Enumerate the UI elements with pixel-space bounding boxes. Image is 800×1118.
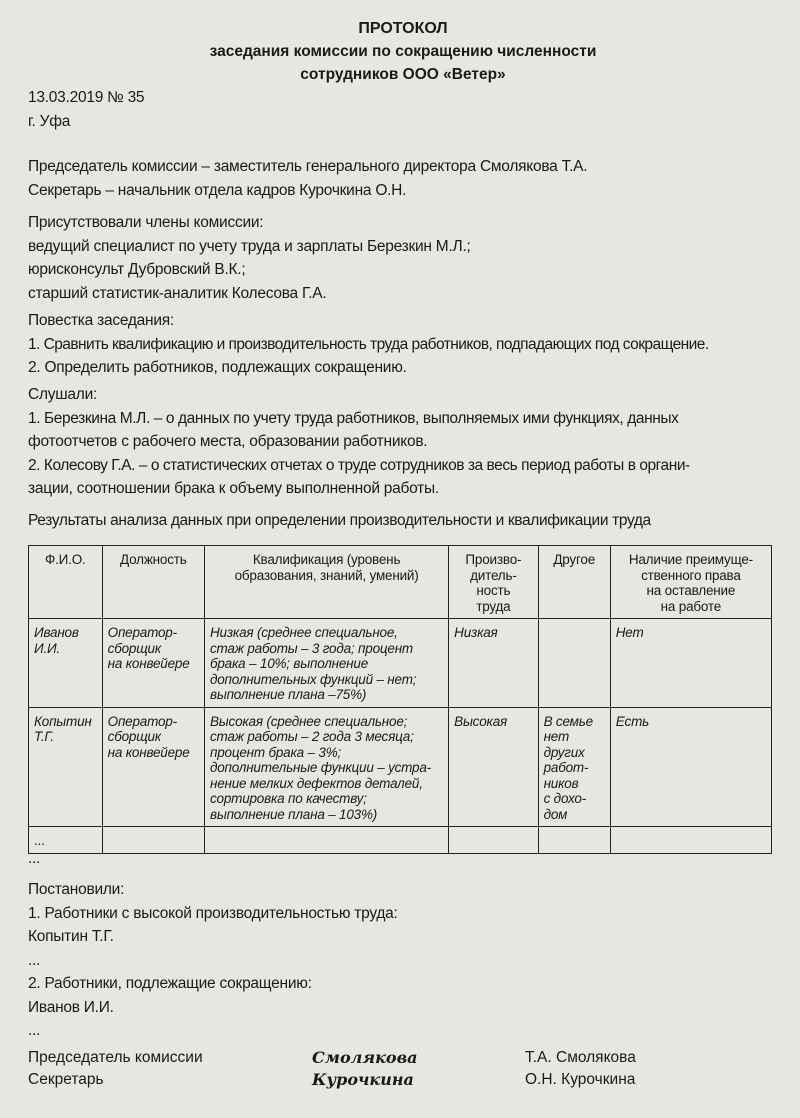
cell-text-line: процент брака – 3%; bbox=[209, 744, 342, 760]
cell-text-line: Оператор- bbox=[107, 625, 177, 640]
attendees-block bbox=[28, 211, 471, 305]
decision-line: 1. Работники с высокой производительностью труда: bbox=[28, 904, 398, 922]
decision-block bbox=[28, 878, 398, 1043]
document-title: ПРОТОКОЛ bbox=[358, 20, 448, 37]
cell-other bbox=[538, 707, 610, 827]
decision-line: ... bbox=[28, 951, 41, 969]
cell-qualification bbox=[204, 827, 448, 854]
column-header-name bbox=[29, 546, 103, 619]
cell-text-line: на работе bbox=[660, 598, 722, 614]
cell-text-line: Ф.И.О. bbox=[45, 552, 86, 567]
agenda-item: 1. Сравнить квалификацию и производительность труда работников, подпадающих под сокращение. bbox=[28, 335, 709, 353]
agenda-heading: Повестка заседания: bbox=[28, 312, 174, 329]
cell-text-line: сборщик bbox=[107, 729, 161, 744]
heard-heading: Слушали: bbox=[28, 386, 98, 403]
heard-line: фотоотчетов с рабочего места, образовании работников. bbox=[28, 433, 428, 450]
signatory-name: О.Н. Курочкина bbox=[525, 1071, 636, 1088]
decision-line: Иванов И.И. bbox=[28, 998, 114, 1016]
cell-text-line: Нет bbox=[615, 625, 644, 640]
heard-block bbox=[28, 383, 690, 501]
cell-text-line: Иванов bbox=[34, 625, 79, 640]
cell-text-line: Низкая bbox=[454, 625, 498, 640]
cell-text-line: дитель- bbox=[470, 567, 517, 583]
cell-text-line: Должность bbox=[120, 552, 187, 567]
cell-text-line: ность bbox=[476, 583, 511, 598]
cell-text-line: сортировка по качеству; bbox=[209, 791, 367, 806]
signature-role: Председатель комиссии bbox=[28, 1049, 203, 1066]
column-header-other bbox=[538, 546, 610, 619]
heard-line: 1. Березкина М.Л. – о данных по учету труда работников, выполняемых ими функциях, данных bbox=[28, 409, 679, 427]
signature-row-chairman bbox=[28, 1046, 778, 1069]
secretary-line: Секретарь – начальник отдела кадров Курочкина О.Н. bbox=[28, 181, 407, 199]
handwritten-signature: Курочкина bbox=[312, 1070, 414, 1089]
cell-text-line: И.И. bbox=[34, 640, 61, 656]
cell-text-line: Произво- bbox=[465, 552, 522, 567]
cell-priority-right bbox=[610, 619, 771, 708]
signatory-name: Т.А. Смолякова bbox=[525, 1049, 636, 1066]
cell-text-line: Копытин bbox=[34, 713, 92, 729]
city: г. Уфа bbox=[28, 112, 71, 130]
attendee-item: старший статистик-аналитик Колесова Г.А. bbox=[28, 284, 327, 302]
signature-role: Секретарь bbox=[28, 1071, 104, 1088]
table-header-row bbox=[29, 546, 772, 619]
agenda-item: 2. Определить работников, подлежащих сокращению. bbox=[28, 359, 407, 376]
cell-text-line: труда bbox=[476, 598, 511, 614]
column-header-qualification bbox=[204, 546, 448, 619]
cell-priority-right bbox=[610, 827, 771, 854]
cell-productivity bbox=[449, 707, 538, 827]
cell-text-line: сборщик bbox=[107, 640, 161, 656]
cell-text-line: Есть bbox=[615, 713, 650, 729]
cell-text-line: Высокая bbox=[454, 713, 508, 729]
cell-text-line: образования, знаний, умений) bbox=[234, 567, 419, 583]
cell-text-line: Другое bbox=[553, 552, 596, 567]
cell-text-line: других bbox=[543, 744, 585, 760]
decision-line: Копытин Т.Г. bbox=[28, 928, 114, 945]
cell-text-line: ственного права bbox=[641, 567, 741, 583]
cell-text-line: на конвейере bbox=[107, 744, 190, 760]
handwritten-signature: Смолякова bbox=[312, 1048, 418, 1067]
cell-other bbox=[538, 619, 610, 708]
heard-line: 2. Колесову Г.А. – о статистических отчетах о труде сотрудников за весь период работы в органи- bbox=[28, 456, 690, 474]
meta-block bbox=[28, 86, 144, 133]
cell-text-line: на конвейере bbox=[107, 656, 190, 671]
cell-text-line: выполнение плана – 103%) bbox=[209, 806, 378, 822]
cell-priority-right bbox=[610, 707, 771, 827]
cell-position bbox=[102, 827, 204, 854]
cell-text-line: дом bbox=[543, 806, 568, 822]
column-header-priority-right bbox=[610, 546, 771, 619]
cell-text-line: В семье bbox=[543, 713, 593, 729]
cell-text-line: Квалификация (уровень bbox=[252, 552, 401, 567]
heard-line: зации, соотношении брака к объему выполненной работы. bbox=[28, 480, 439, 497]
cell-productivity bbox=[449, 619, 538, 708]
chairman-line: Председатель комиссии – заместитель генерального директора Смолякова Т.А. bbox=[28, 158, 588, 175]
cell-name bbox=[29, 707, 103, 827]
table-row bbox=[29, 619, 772, 708]
document-subtitle-line1: заседания комиссии по сокращению численности bbox=[209, 43, 597, 60]
attendees-heading: Присутствовали члены комиссии: bbox=[28, 214, 264, 231]
cell-text-line: дополнительных функций – нет; bbox=[209, 671, 417, 687]
cell-text-line: нет bbox=[543, 729, 570, 744]
cell-text-line: Т.Г. bbox=[34, 729, 54, 744]
decision-line: 2. Работники, подлежащие сокращению: bbox=[28, 975, 312, 992]
results-table bbox=[28, 545, 772, 854]
table-row bbox=[29, 707, 772, 827]
decision-line: ... bbox=[28, 1022, 41, 1039]
cell-text-line: Высокая (среднее специальное; bbox=[209, 713, 408, 729]
document-title-block bbox=[28, 17, 778, 86]
continuation-ellipsis: ... bbox=[28, 850, 41, 867]
cell-other bbox=[538, 827, 610, 854]
cell-text-line: стаж работы – 3 года; процент bbox=[209, 640, 413, 656]
cell-name bbox=[29, 619, 103, 708]
protocol-document bbox=[28, 0, 778, 1089]
cell-text-line: работ- bbox=[543, 760, 589, 775]
date-number: 13.03.2019 № 35 bbox=[28, 89, 145, 106]
cell-text-line: Низкая (среднее специальное, bbox=[209, 625, 398, 640]
document-subtitle-line2: сотрудников ООО «Ветер» bbox=[300, 66, 506, 83]
cell-text-line: дополнительные функции – устра- bbox=[209, 760, 431, 775]
cell-productivity bbox=[449, 827, 538, 854]
column-header-productivity bbox=[449, 546, 538, 619]
cell-text-line: на оставление bbox=[646, 583, 736, 598]
cell-text-line: брака – 10%; выполнение bbox=[209, 656, 369, 671]
cell-position bbox=[102, 619, 204, 708]
table-caption: Результаты анализа данных при определении производительности и квалификации труда bbox=[28, 512, 651, 529]
signature-row-secretary bbox=[28, 1068, 778, 1091]
officials-block bbox=[28, 155, 587, 202]
attendee-item: ведущий специалист по учету труда и зарплаты Березкин М.Л.; bbox=[28, 237, 471, 255]
agenda-block bbox=[28, 309, 709, 380]
cell-text-line: Оператор- bbox=[107, 713, 177, 729]
cell-qualification bbox=[204, 619, 448, 708]
attendee-item: юрисконсульт Дубровский В.К.; bbox=[28, 261, 246, 278]
cell-text-line: ... bbox=[34, 833, 45, 848]
decision-heading: Постановили: bbox=[28, 881, 125, 898]
cell-position bbox=[102, 707, 204, 827]
cell-text-line: ников bbox=[543, 775, 579, 791]
column-header-position bbox=[102, 546, 204, 619]
cell-text-line: Наличие преимуще- bbox=[628, 552, 753, 567]
cell-qualification bbox=[204, 707, 448, 827]
cell-text-line: стаж работы – 2 года 3 месяца; bbox=[209, 729, 414, 744]
table-row bbox=[29, 827, 772, 854]
table-caption-block bbox=[28, 509, 651, 533]
cell-text-line: нение мелких дефектов деталей, bbox=[209, 775, 423, 791]
cell-text-line: выполнение плана –75%) bbox=[209, 687, 367, 702]
after-table-block bbox=[28, 847, 40, 871]
cell-text-line: с дохо- bbox=[543, 791, 586, 806]
